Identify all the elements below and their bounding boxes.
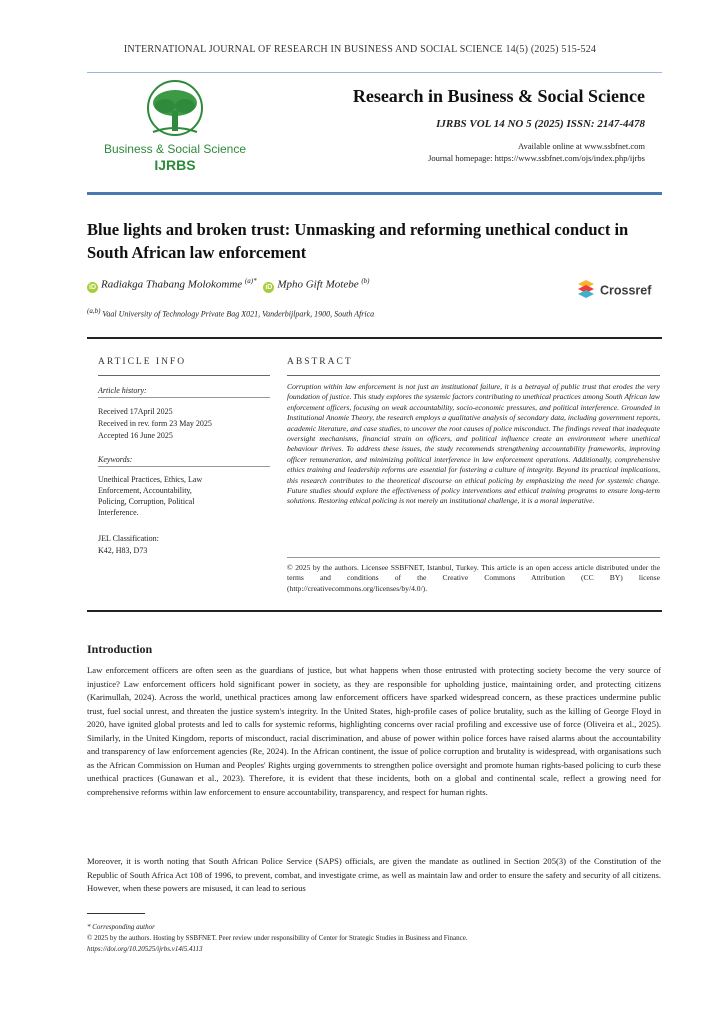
author-name: Radiakga Thabang Molokomme xyxy=(101,278,243,291)
orcid-icon[interactable]: iD xyxy=(265,283,273,291)
author-affil-mark: (a)* xyxy=(244,277,257,285)
section-rule-top xyxy=(87,337,662,339)
keywords-line: Unethical Practices, Ethics, Law xyxy=(98,475,203,484)
crossref-icon xyxy=(576,280,596,302)
journal-name: Research in Business & Social Science xyxy=(352,86,645,106)
revised-date: Received in rev. form 23 May 2025 xyxy=(98,419,212,428)
footnote-rule xyxy=(87,913,145,914)
affiliation-text: Vaal University of Technology Private Bag X021, Vanderbijlpark, 1900, South Africa xyxy=(102,309,375,319)
received-date: Received 17April 2025 xyxy=(98,407,173,416)
keywords-line: Enforcement, Accountability, xyxy=(98,486,192,495)
copyright-note: © 2025 by the authors. Hosting by SSBFNET. Peer review under responsibility of Center for Strategic Studies in Business and Finance. xyxy=(87,934,468,942)
journal-availability: Available online at www.ssbfnet.com xyxy=(518,141,645,151)
crossref-badge[interactable] xyxy=(576,280,666,310)
orcid-icon[interactable]: iD xyxy=(89,283,96,291)
abstract-heading: ABSTRACT xyxy=(287,357,353,367)
corresponding-author-note: * Corresponding author xyxy=(87,923,155,931)
header-rule-top xyxy=(87,72,662,73)
jel-label: JEL Classification: xyxy=(98,534,159,543)
history-rule xyxy=(98,397,270,398)
crossref-label: Crossref xyxy=(600,283,652,298)
introduction-paragraph: Moreover, it is worth noting that South African Police Service (SAPS) officials, are given the mandate as outlined in Section 205(3) of the Constitution of the Republic of South Africa Act 108 of 1996, to prevent, combat, and investigate crime, as well as maintain law and order to ensure the safety and security of all citizens. However, when these powers are misused, it can lead to serious xyxy=(87,856,661,893)
affiliation-mark: (a,b) xyxy=(87,307,101,315)
license-rule xyxy=(287,557,660,558)
introduction-paragraph: Law enforcement officers are often seen as the guardians of justice, but what happens when those entrusted with protecting society become the very source of injustice? Law enforcement officers hold significant power in society, as they are responsible for upholding justice, maintaining order, and protecting citizens (Karimullah, 2024). Across the world, unethical practices among law enforcement officers have sparked widespread concern, as these practices undermine public trust, fuel social unrest, and threaten the justice system's integrity. In the United States, high-profile cases of police brutality, such as the killing of George Floyd in 2020, have ignited global protests and led to calls for systemic reforms, highlighting concerns over racial profiling and excessive use of force (Oliveira et al., 2025). Similarly, in the United Kingdom, reports of misconduct, racial discrimination, and abuse of power within police forces have raised alarms about the accountability and transparency of law enforcement agencies (Re, 2024). In the African continent, the issue of police corruption and brutality is widespread, with organisations such as the African Commission on Human and Peoples' Rights urging governments to strengthen police oversight and promote human rights-based policing to curb these unethical practices (Gunawan et al., 2023). Therefore, it is evident that these incidents, both on a global and continental scale, reflect a growing need for comprehensive reforms within law enforcement to ensure accountability, transparency, and respect for human rights. xyxy=(87,665,661,797)
license-text: © 2025 by the authors. Licensee SSBFNET, Istanbul, Turkey. This article is an open access article distributed under the terms and conditions of the Creative Commons Attribution (CC BY) license (http://creativecommons.org/licenses/by/4.0/). xyxy=(287,563,660,593)
history-label: Article history: xyxy=(98,386,147,395)
accepted-date: Accepted 16 June 2025 xyxy=(98,431,173,440)
author-affil-mark: (b) xyxy=(361,277,370,285)
article-info-heading: ARTICLE INFO xyxy=(98,357,187,367)
keywords-line: Interference. xyxy=(98,508,139,517)
keywords-label: Keywords: xyxy=(98,455,133,464)
article-info-rule xyxy=(98,375,270,376)
jel-codes: K42, H83, D73 xyxy=(98,546,148,555)
keywords-line: Policing, Corruption, Political xyxy=(98,497,195,506)
journal-homepage: Journal homepage: https://www.ssbfnet.com/ojs/index.php/ijrbs xyxy=(428,153,645,163)
author-list xyxy=(87,277,537,293)
logo-text-line1: Business & Social Science xyxy=(103,142,247,156)
logo-text-line2: IJRBS xyxy=(154,157,196,173)
section-rule-bottom xyxy=(87,610,662,612)
author-name: Mpho Gift Motebe xyxy=(277,278,359,291)
doi-link[interactable]: https://doi.org/10.20525/ijrbs.v14i5.4113 xyxy=(87,945,203,953)
affiliation xyxy=(87,307,557,319)
header-rule-bottom xyxy=(87,192,662,195)
journal-volume: IJRBS VOL 14 NO 5 (2025) ISSN: 2147-4478 xyxy=(436,118,645,130)
abstract-rule xyxy=(287,375,660,376)
introduction-heading: Introduction xyxy=(87,642,153,656)
abstract-text: Corruption within law enforcement is not just an institutional failure, it is a betrayal of public trust that erodes the very foundation of justice. This study explores the systemic factors contributing to unethical practices among South African law enforcement officers, focusing on weak accountability, socio-economic pressures, and political interference. Grounded in Institutional Anomie Theory, the research employs a qualitative analysis of secondary data, including government reports, academic literature, and case studies, to uncover the root causes of police misconduct. The findings reveal that inadequate oversight mechanisms, financial strain on officers, and political influence create an environment where unethical behaviour thrives. To address these issues, the study recommends strengthening accountability frameworks, improving officer remuneration, and minimizing political interference in law enforcement operations. Additionally, comprehensive ethics training and leadership reforms are essential for fostering a culture of integrity. Beyond its practical implications, this research contributes to the theoretical discourse on ethical policing by emphasizing the need for systemic change. Future studies should explore the effectiveness of policy interventions and ethical training programs to ensure long-term solutions. Restoring ethical policing is not merely an institutional challenge, it is a moral imperative. xyxy=(287,382,660,506)
article-title: Blue lights and broken trust: Unmasking and reforming unethical conduct in South African law enforcement xyxy=(87,220,629,262)
keywords-rule xyxy=(98,466,270,467)
running-header: INTERNATIONAL JOURNAL OF RESEARCH IN BUSINESS AND SOCIAL SCIENCE 14(5) (2025) 515-524 xyxy=(123,44,597,55)
